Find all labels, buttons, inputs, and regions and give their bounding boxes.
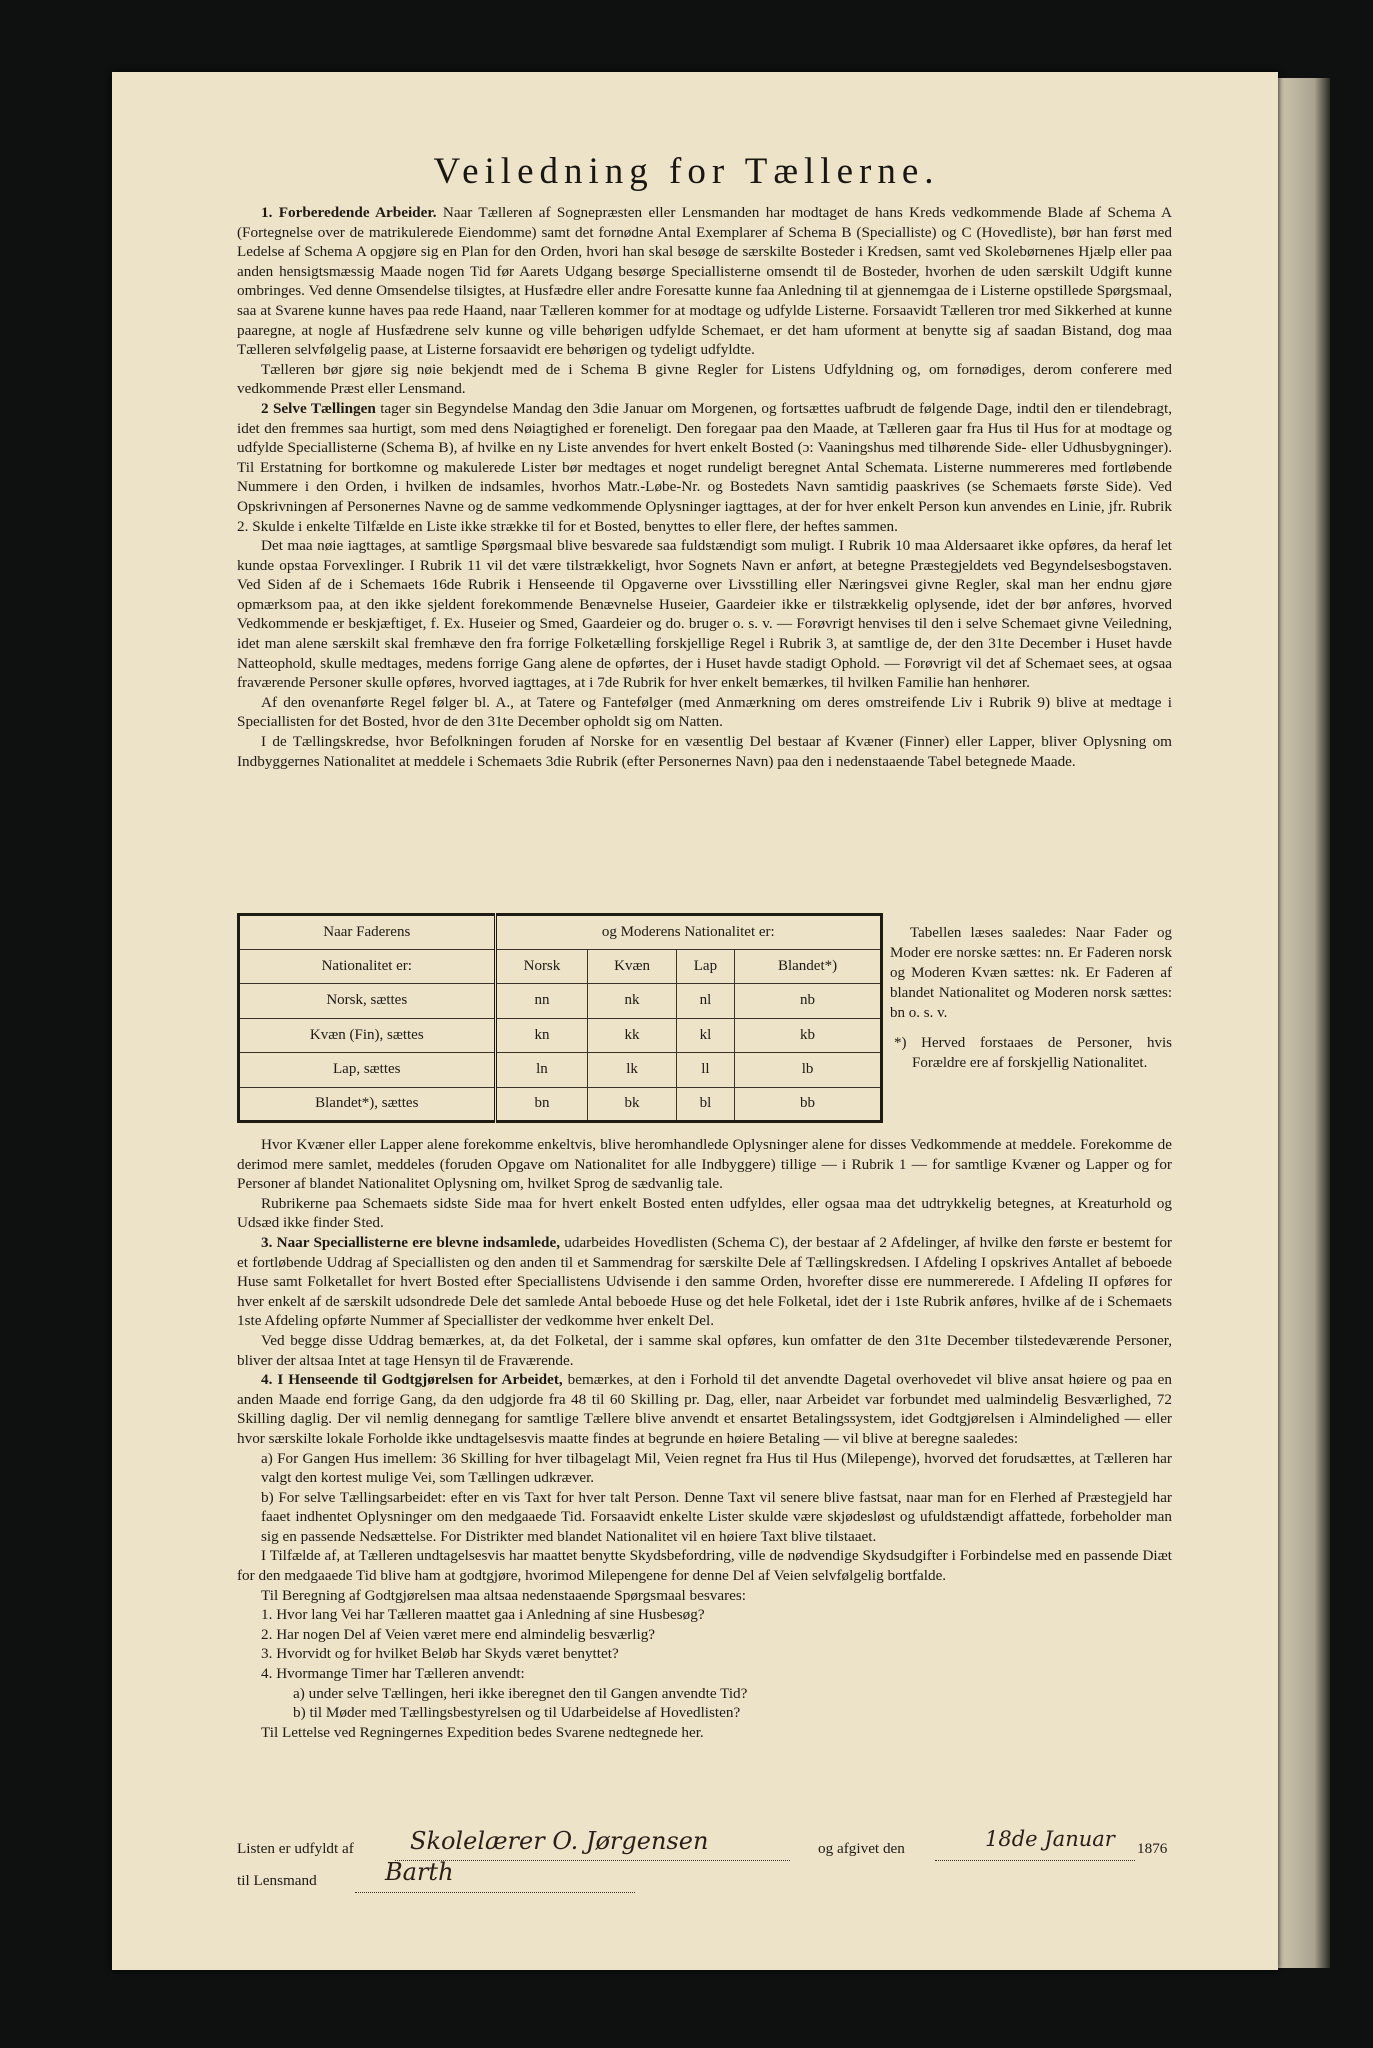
paragraph [237, 693, 1172, 732]
paragraph-text: Hvor Kvæner eller Lapper alene forekomme enkeltvis, blive heromhandlede Oplysninger alene for disses Vedkommende at meddele. Forekomme de derimod mere samlet, meddeles (foruden Opgave om Nationalitet for alle Indbyggere) tillige — i Rubrik 1 — for samtlige Kvæner og Lapper og for Personer af blandet Nationalitet Oplysning om, hvilket Sprog de sædvanlig tale. [237, 1136, 1172, 1193]
paragraph [237, 732, 1172, 771]
col-head: Kvæn [588, 949, 676, 984]
nationality-table [237, 913, 883, 1123]
paragraph-text: Tælleren bør gjøre sig nøie bekjendt med de i Schema B givne Regler for Listens Udfyldning og, om fornødiges, derom conferere med vedkommende Præst eller Lensmand. [237, 360, 1172, 398]
paragraph [237, 203, 1172, 360]
paragraph [237, 1684, 1172, 1704]
paragraph-text: tager sin Begyndelse Mandag den 3die Januar om Morgenen, og fortsættes uafbrudt de følgende Dage, indtil den er tilendebragt, idet den fremmes saa hurtigt, som med dens Nøiagtighed er foreneligt. Den foregaar paa den Maade, at Tælleren gaar fra Hus til Hus for at modtage og udfylde Speciallisterne (Schema B), af hvilke en ny Liste anvendes for hvert enkelt Bosted (ɔ: Vaaningshus med tilhørende Side- eller Udhusbygninger). Til Erstatning for bortkomne og makulerede Lister bør medtages et noget rundeligt beregnet Antal Schemata. Listerne nummereres med fortløbende Nummere i den Orden, i hvilken de indsamles, hvorhos Matr.-Løbe-Nr. og Bostedets Navn samtidig paaskrives (se Schemaets første Side). Ved Opskrivningen af Personernes Navne og de samme vedkommende Oplysninger iagttages, at der for hver enkelt Person kun anvendes en Linie, jfr. Rubrik 2. Skulde i enkelte Tilfælde en Liste ikke strække til for et Bosted, benyttes to eller flere, der heftes sammen. [237, 399, 1172, 535]
year: 1876 [1137, 1840, 1168, 1857]
paragraph-text: Naar Tælleren af Sognepræsten eller Lensmanden har modtaget de hans Kreds vedkommende Blade af Schema A (Fortegnelse over de matrikulerede Eiendomme) samt det fornødne Antal Exemplarer af Schema B (Specialliste) og C (Hovedliste), bør han først med Ledelse af Schema A opgjøre sig en Plan for den Orden, hvori han skal besøge de særskilte Bosteder i Kredsen, samt ved Skolebørnenes Hjælp eller paa anden hensigtsmæssig Maade nogen Tid før Aarets Udgang besørge Speciallisterne omsendt til de Bosteder, hvorhen de uden særskilt Udgift kunne ombringes. Ved denne Omsendelse tilsigtes, at Husfædre eller andre Foresatte kunne faa Anledning til at gjennemgaa de i Listerne opstillede Spørgsmaal, saa at Svarene kunne haves paa rede Haand, naar Tælleren kommer for at modtage og udfylde Listerne. Forsaavidt Tælleren tror med Sikkerhed at kunne paaregne, at nogle af Husfædrene selv kunne og ville behørigen udfylde Schemaet, er det ham uforment at benytte sig af saadan Bistand, dog maa Tælleren selvfølgelig paase, at Listerne forsaavidt ere behørigen og tydeligt udfyldte. [237, 204, 1172, 359]
paragraph-text: udarbeides Hovedlisten (Schema C), der bestaar af 2 Afdelinger, af hvilke den første er bestemt for et fortløbende Uddrag af Speciallisten og den anden til et Sammendrag for særskilte Dele af Tællingskredsen. I Afdeling I opskrives Antallet af beboede Huse samt Folketallet for hvert Bosted efter Speciallistens Udvisende i den samme Orden, hvorefter disse ere nummererede. I Afdeling II opføres for hver enkelt af de særskilt udsondrede Dele det samlede Antal beboede Huse og det hele Folketal, idet der i 1ste Rubrik anføres, hvilke af de i Schemaets 1ste Afdeling opførte Nummer af Speciallister der vedkomme hver enkelt Del. [237, 1233, 1172, 1330]
paragraph [237, 1586, 1172, 1606]
lensmand-handwriting: Barth [385, 1858, 454, 1886]
row-label: Lap, sættes [239, 1053, 496, 1088]
paragraph [237, 399, 1172, 536]
table-row [239, 1018, 882, 1053]
table-cell: ll [676, 1053, 734, 1088]
paragraph-text: a) For Gangen Hus imellem: 36 Skilling for hver tilbagelagt Mil, Veien regnet fra Hus til Hus (Milepenge), hvorved det forudsættes, at Tælleren har valgt den kortest mulige Vei, som Tællingen udkræver. [261, 1449, 1172, 1487]
filled-by-label: Listen er udfyldt af [237, 1840, 354, 1857]
lensmand-label: til Lensmand [237, 1872, 317, 1889]
table-footnote: *) Herved forstaaes de Personer, hvis Forældre ere af forskjellig Nationalitet. [894, 1035, 1172, 1071]
paragraph-text: Til Beregning af Godtgjørelsen maa altsaa nedenstaaende Spørgsmaal besvares: [261, 1586, 747, 1604]
paragraph-lead: 1. Forberedende Arbeider. [261, 204, 437, 221]
document-title: Veiledning for Tællerne. [433, 151, 940, 192]
paragraph-text: 1. Hvor lang Vei har Tælleren maattet gaa i Anledning af sine Husbesøg? [261, 1606, 705, 1624]
paragraph [237, 1664, 1172, 1684]
table-cell: nk [588, 984, 676, 1019]
paragraph-text: I de Tællingskredse, hvor Befolkningen foruden af Norske for en væsentlig Del bestaar af Kvæner (Finner) eller Lapper, bliver Oplysning om Indbyggernes Nationalitet at meddele i Schemaets 3die Rubrik (efter Personernes Navn) paa den i nedenstaaende Tabel betegnede Maade. [237, 733, 1172, 770]
table-cell: nl [676, 984, 734, 1019]
table-cell: bk [588, 1087, 676, 1122]
page-edge [1278, 78, 1330, 1968]
row-label: Kvæn (Fin), sættes [239, 1018, 496, 1053]
table-cell: nn [495, 984, 588, 1019]
paragraph-text: 4. Hvormange Timer har Tælleren anvendt: [261, 1665, 525, 1683]
paragraph-text: 3. Hvorvidt og for hvilket Beløb har Skyds været benyttet? [261, 1645, 619, 1663]
table-cell: kn [495, 1018, 588, 1053]
paragraph-text: a) under selve Tællingen, heri ikke iberegnet den til Gangen anvendte Tid? [293, 1684, 748, 1702]
paragraph-text: Rubrikerne paa Schemaets sidste Side maa for hvert enkelt Bosted enten udfyldes, eller ogsaa maa det udtrykkelig betegnes, at Kreaturhold og Udsæd ikke finder Sted. [237, 1194, 1172, 1232]
paragraph [237, 1370, 1172, 1448]
delivered-label: og afgivet den [818, 1840, 905, 1857]
paragraph [237, 1488, 1172, 1547]
col-head: Lap [676, 949, 734, 984]
signature-line-2 [237, 1872, 317, 1890]
paragraph [237, 1625, 1172, 1645]
table-cell: lb [735, 1053, 882, 1088]
table-row [239, 1053, 882, 1088]
paragraph [237, 1233, 1172, 1331]
filled-by-line [395, 1860, 790, 1861]
paragraph-text: b) til Møder med Tællingsbestyrelsen og til Udarbeidelse af Hovedlisten? [293, 1704, 741, 1722]
section-1-text [237, 203, 1172, 771]
section-2-text [237, 1135, 1172, 1742]
paragraph-text: Af den ovenanførte Regel følger bl. A., at Tatere og Fantefølger (med Anmærkning om deres omstreifende Liv i Rubrik 9) blive at medtage i Speciallisten for det Bosted, hvor de den 31te December opholdt sig om Natten. [237, 693, 1172, 731]
table-cell: lk [588, 1053, 676, 1088]
paragraph [237, 1194, 1172, 1233]
paragraph [237, 1644, 1172, 1664]
paragraph-lead: 4. I Henseende til Godtgjørelsen for Arbeidet, [261, 1371, 563, 1389]
paragraph [237, 1449, 1172, 1488]
paragraph-text: I Tilfælde af, at Tælleren undtagelsesvis har maattet benytte Skydsbefordring, ville de nødvendige Skydsudgifter i Forbindelse med en passende Diæt for den medgaaede Tid blive ham at godtgjøre, hvorimod Milepengene for denne Del af Veien selvfølgelig bortfalde. [237, 1547, 1172, 1585]
table-cell: kb [735, 1018, 882, 1053]
paragraph-text: bemærkes, at den i Forhold til det anvendte Dagetal overhovedet vil blive ansat høiere og paa en anden Maade end forrige Gang, da den udgjorde fra 48 til 60 Skilling pr. Dag, eller, naar Arbeidet var forbundet med ualmindelig Besværlighed, 72 Skilling daglig. Der vil nemlig dennegang for samtlige Tællere blive anvendt et ensartet Betalingssystem, idet Godtgjørelsen i Almindelighed — eller hvor særskilte lokale Forholde ikke undtagelsesvis maatte findes at begrunde en høiere Betaling — vil blive at beregne saaledes: [237, 1371, 1173, 1447]
table-head-mother: og Moderens Nationalitet er: [495, 915, 881, 950]
paragraph [237, 1605, 1172, 1625]
paragraph-text: Ved begge disse Uddrag bemærkes, at, da det Folketal, der i samme skal opføres, kun omfatter de den 31te December tilstedeværende Personer, bliver der altsaa Intet at tage Hensyn til de Fraværende. [237, 1331, 1172, 1369]
date-line [935, 1860, 1135, 1861]
paragraph [237, 536, 1172, 693]
table-cell: bl [676, 1087, 734, 1122]
signature-line-1 [237, 1840, 354, 1858]
paragraph-text: Til Lettelse ved Regningernes Expedition bedes Svarene nedtegnede her. [261, 1723, 704, 1741]
col-head: Blandet*) [735, 949, 882, 984]
table-row [239, 1087, 882, 1122]
row-label: Norsk, sættes [239, 984, 496, 1019]
table-row [239, 984, 882, 1019]
table-cell: kl [676, 1018, 734, 1053]
table-cell: bn [495, 1087, 588, 1122]
table-cell: bb [735, 1087, 882, 1122]
paragraph-text: Det maa nøie iagttages, at samtlige Spørgsmaal blive besvarede saa fuldstændigt som muligt. I Rubrik 10 maa Aldersaaret ikke opføres, da heraf let kunde opstaa Forvexlinger. I Rubrik 11 vil det være tilstrækkeligt, hvor Sognets Navn er anført, at betegne Præstegjeldets ved Begyndelsesbogstaven. Ved Siden af de i Schemaets 16de Rubrik i Henseende til Opgaverne over Livsstilling eller Næringsvei givne Regler, skal man her endnu gjøre opmærksom paa, at den ikke sjeldent forekommende Benævnelse Huseier, Gaardeier ikke er tilstrækkelig oplysende, idet der bør anføres, hvorved Vedkommende er beskjæftiget, f. Ex. Huseier og Smed, Gaardeier og do. bruger o. s. v. — Forøvrigt henvises til den i selve Schemaet givne Veiledning, idet man alene særskilt skal fremhæve den fra forrige Folketælling forskjellige Regel i Rubrik 3, at samtlige de, der den 31te December i Huset havde Natteophold, skulle medtages, medens forrige Gang alene de opførtes, der i Huset havde stadigt Ophold. — Forøvrigt vil det af Schemaet sees, at ogsaa fraværende Personer skulle opføres, hvorved iagttages, at i 7de Rubrik for hver enkelt bemærkes, til hvilken Familie han henhører. [237, 537, 1172, 692]
paragraph [237, 1546, 1172, 1585]
table-head-father: Naar Faderens [239, 915, 496, 950]
table-cell: ln [495, 1053, 588, 1088]
paragraph-text: 2. Har nogen Del af Veien været mere end almindelig besværlig? [261, 1625, 656, 1643]
paragraph-lead: 2 Selve Tællingen [261, 399, 376, 417]
table-cell: kk [588, 1018, 676, 1053]
col-head: Norsk [495, 949, 588, 984]
paragraph [237, 1331, 1172, 1370]
paragraph [237, 1703, 1172, 1723]
table-head-father-2: Nationalitet er: [239, 949, 496, 984]
table-cell: nb [735, 984, 882, 1019]
paragraph-text: b) For selve Tællingsarbeidet: efter en vis Taxt for hver talt Person. Denne Taxt vil senere blive fastsat, naar man for en Flerhed af Præstegjeld har faaet indhentet Oplysninger om den medgaaede Tid. Forsaavidt enkelte Lister skulde være skjødesløst og ufuldstændigt affattede, forbeholder man sig en passende Nedsættelse. For Distrikter med blandet Nationalitet vil en høiere Taxt blive tilstaaet. [261, 1488, 1172, 1545]
paragraph [237, 1135, 1172, 1194]
table-note [890, 923, 1172, 1073]
lensmand-line [355, 1892, 635, 1893]
paragraph [237, 360, 1172, 399]
paragraph [237, 1723, 1172, 1743]
paragraph-lead: 3. Naar Speciallisterne ere blevne indsamlede, [261, 1233, 561, 1251]
table-note-text: Tabellen læses saaledes: Naar Fader og Moder ere norske sættes: nn. Er Faderen norsk og Moderen Kvæn sættes: nk. Er Faderen af blandet Nationalitet og Moderen norsk sættes: bn o. s. v. [890, 925, 1172, 1021]
row-label: Blandet*), sættes [239, 1087, 496, 1122]
filled-by-handwriting: Skolelærer O. Jørgensen [410, 1827, 709, 1855]
date-handwriting: 18de Januar [985, 1827, 1115, 1851]
